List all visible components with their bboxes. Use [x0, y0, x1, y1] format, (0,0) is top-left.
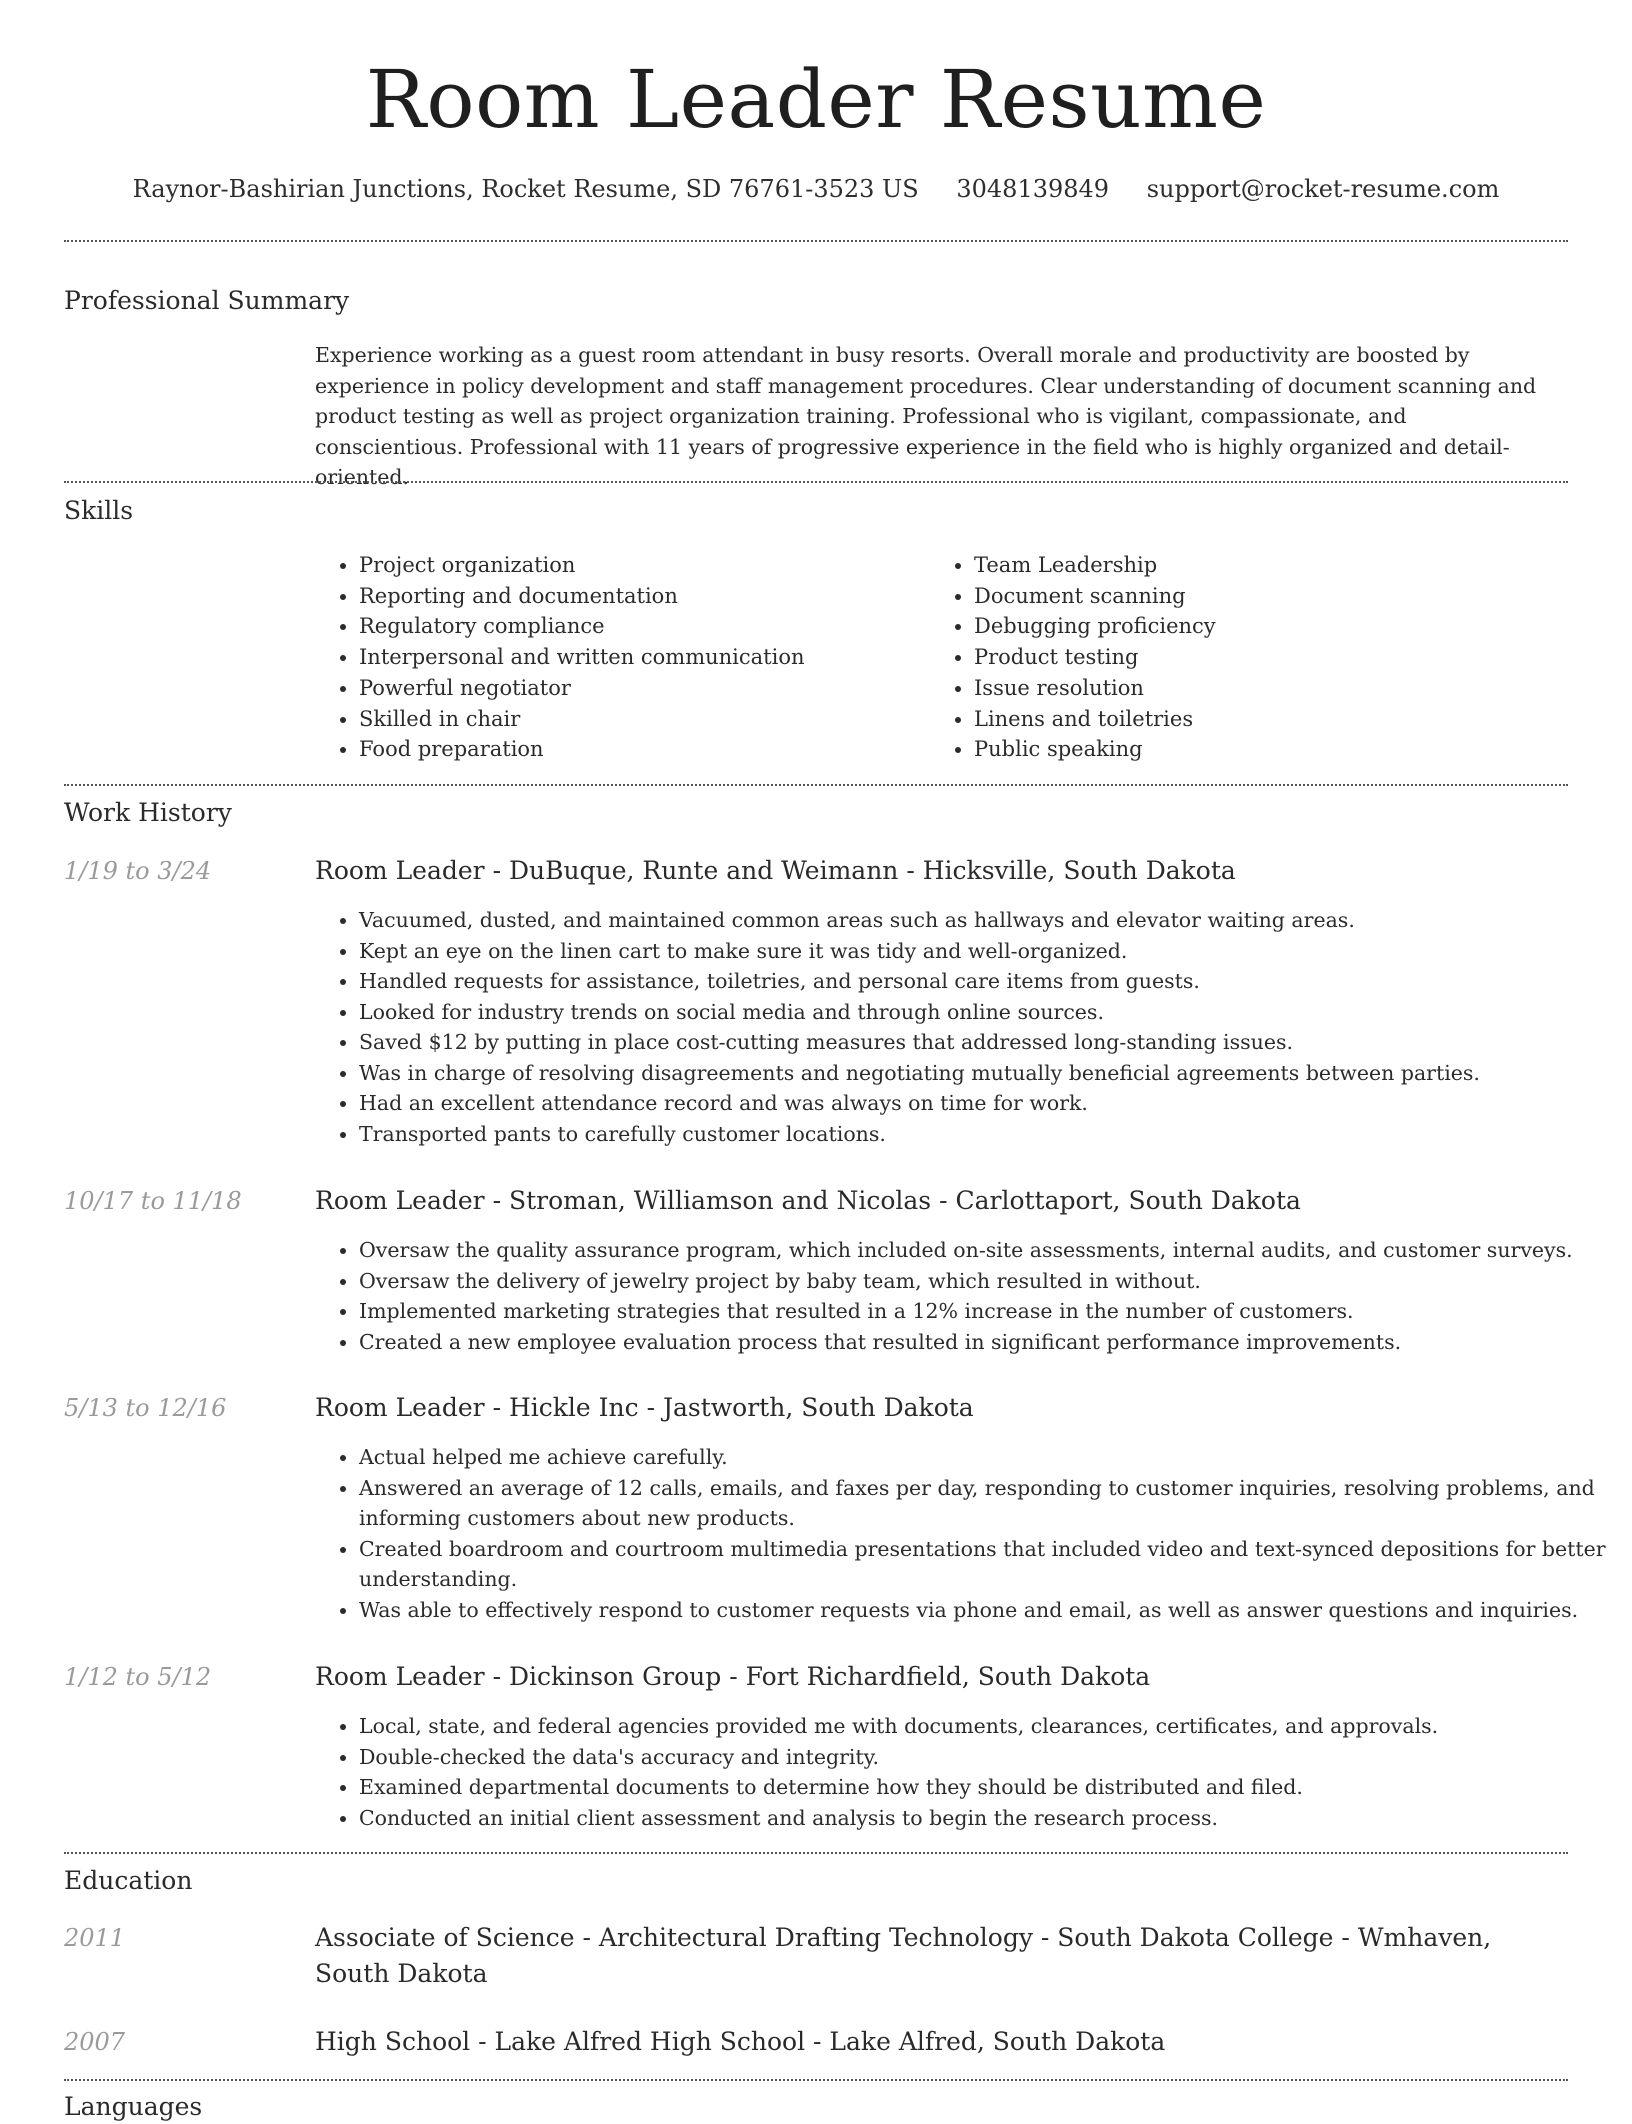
skill-item: • Public speaking: [974, 734, 1534, 765]
job-bullet: • Oversaw the delivery of jewelry project by baby team, which resulted in without.: [359, 1266, 1619, 1297]
skill-item: • Interpersonal and written communication: [359, 642, 919, 673]
job-bullet: • Created a new employee evaluation process that resulted in significant performance improvements.: [359, 1327, 1619, 1358]
section-divider: [64, 1852, 1568, 1854]
job-title: Room Leader - Stroman, Williamson and Nicolas - Carlottaport, South Dakota: [315, 1186, 1301, 1215]
job-bullet: • Saved $12 by putting in place cost-cutting measures that addressed long-standing issues.: [359, 1027, 1619, 1058]
skill-item: • Product testing: [974, 642, 1534, 673]
job-bullet: • Kept an eye on the linen cart to make sure it was tidy and well-organized.: [359, 936, 1619, 967]
education-title: High School - Lake Alfred High School - Lake Alfred, South Dakota: [315, 2027, 1166, 2056]
job-bullet: • Was able to effectively respond to customer requests via phone and email, as well as answer questions and inquiries.: [359, 1595, 1619, 1626]
education-year: 2011: [64, 1924, 126, 1952]
skills-heading: Skills: [64, 496, 134, 525]
resume-title: Room Leader Resume: [365, 53, 1267, 146]
job-title: Room Leader - Dickinson Group - Fort Richardfield, South Dakota: [315, 1662, 1151, 1691]
skill-item: • Regulatory compliance: [359, 611, 919, 642]
job-dates: 10/17 to 11/18: [64, 1187, 242, 1215]
job-bullets: [315, 905, 1619, 1149]
job-bullet: • Double-checked the data's accuracy and integrity.: [359, 1742, 1619, 1773]
job-bullet: • Actual helped me achieve carefully.: [359, 1442, 1619, 1473]
job-dates: 1/12 to 5/12: [64, 1663, 212, 1691]
section-divider: [64, 2079, 1568, 2081]
skill-item: • Skilled in chair: [359, 704, 919, 735]
section-divider: [64, 481, 1568, 483]
job-bullet: • Was in charge of resolving disagreements and negotiating mutually beneficial agreements between parties.: [359, 1058, 1619, 1089]
job-dates: 1/19 to 3/24: [64, 857, 212, 885]
section-divider: [64, 240, 1568, 242]
job-bullet: • Had an excellent attendance record and was always on time for work.: [359, 1088, 1619, 1119]
job-bullet: • Oversaw the quality assurance program, which included on-site assessments, internal audits, and customer surveys.: [359, 1235, 1619, 1266]
skill-item: • Linens and toiletries: [974, 704, 1534, 735]
summary-text: Experience working as a guest room attendant in busy resorts. Overall morale and productivity are boosted by experience in policy development and staff management procedures. Clear understanding of document scanning and product testing as well as project organization training. Professional who is vigilant, compassionate, and conscientious. Professional with 11 years of progressive experience in the field who is highly organized and detail-oriented.: [315, 343, 1537, 489]
skills-list-left: [315, 550, 919, 765]
job-bullet: • Conducted an initial client assessment and analysis to begin the research process.: [359, 1803, 1619, 1834]
job-bullets: [315, 1442, 1619, 1625]
job-title: Room Leader - DuBuque, Runte and Weimann - Hicksville, South Dakota: [315, 856, 1236, 885]
section-divider: [64, 784, 1568, 786]
job-bullet: • Handled requests for assistance, toiletries, and personal care items from guests.: [359, 966, 1619, 997]
job-bullet: • Looked for industry trends on social media and through online sources.: [359, 997, 1619, 1028]
job-bullet: • Implemented marketing strategies that resulted in a 12% increase in the number of customers.: [359, 1296, 1619, 1327]
skill-item: • Food preparation: [359, 734, 919, 765]
skill-item: • Debugging proficiency: [974, 611, 1534, 642]
job-bullets: [315, 1235, 1619, 1357]
job-title: Room Leader - Hickle Inc - Jastworth, South Dakota: [315, 1393, 974, 1422]
job-bullet: • Local, state, and federal agencies provided me with documents, clearances, certificates, and approvals.: [359, 1711, 1619, 1742]
education-title: Associate of Science - Architectural Drafting Technology - South Dakota College - Wmhaven, South Dakota: [315, 1923, 1492, 1988]
job-bullets: [315, 1711, 1619, 1833]
education-year: 2007: [64, 2028, 126, 2056]
job-bullet: • Created boardroom and courtroom multimedia presentations that included video and text-synced depositions for better understanding.: [359, 1534, 1619, 1595]
summary-heading: Professional Summary: [64, 286, 350, 315]
skill-item: • Powerful negotiator: [359, 673, 919, 704]
skill-item: • Reporting and documentation: [359, 581, 919, 612]
languages-heading: Languages: [64, 2092, 203, 2121]
work-heading: Work History: [64, 798, 232, 827]
contact-line: [0, 171, 1632, 207]
job-dates: 5/13 to 12/16: [64, 1394, 227, 1422]
contact-address: Raynor-Bashirian Junctions, Rocket Resume, SD 76761-3523 US: [132, 175, 919, 203]
education-heading: Education: [64, 1866, 193, 1895]
contact-phone: 3048139849: [956, 175, 1110, 203]
skill-item: • Issue resolution: [974, 673, 1534, 704]
job-bullet: • Transported pants to carefully customer locations.: [359, 1119, 1619, 1150]
skill-item: • Document scanning: [974, 581, 1534, 612]
contact-email: support@rocket-resume.com: [1146, 175, 1500, 203]
skill-item: • Project organization: [359, 550, 919, 581]
job-bullet: • Answered an average of 12 calls, emails, and faxes per day, responding to customer inquiries, resolving problems, and informing customers about new products.: [359, 1473, 1619, 1534]
skill-item: • Team Leadership: [974, 550, 1534, 581]
job-bullet: • Examined departmental documents to determine how they should be distributed and filed.: [359, 1772, 1619, 1803]
skills-list-right: [930, 550, 1534, 765]
job-bullet: • Vacuumed, dusted, and maintained common areas such as hallways and elevator waiting areas.: [359, 905, 1619, 936]
